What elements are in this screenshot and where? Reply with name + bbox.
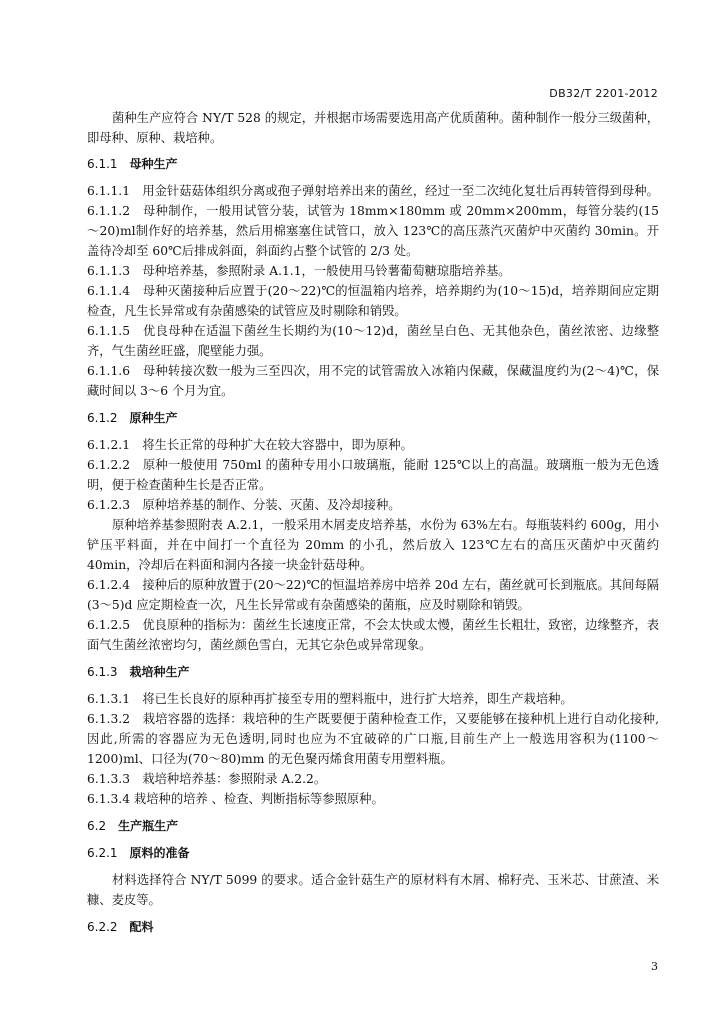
clause-6-1-2-5: 6.1.2.5 优良原种的指标为：菌丝生长速度正常，不会太快或太慢，菌丝生长粗壮，致密，边缘整齐，表面气生菌丝浓密均匀，菌丝颜色雪白，无其它杂色或异常现象。 [87, 618, 659, 652]
document-body [87, 108, 659, 937]
heading-title: 配料 [129, 920, 154, 934]
clause-6-1-2-1: 6.1.2.1 将生长正常的母种扩大在较大容器中，即为原种。 [87, 438, 413, 452]
clause-6-1-1-2: 6.1.1.2 母种制作，一般用试管分装，试管为 18mm×180mm 或 20mm×200mm，每管分装约(15～20)ml制作好的培养基，然后用棉塞塞住试管口，放入 123℃的高压蒸汽灭菌炉中灭菌约 30min。开盖待冷却至 60℃后排成斜面，斜面约占整个试管的 2/3 处。 [87, 204, 659, 258]
clause-6-1-3-4: 6.1.3.4 栽培种的培养 、检查、判断指标等参照原种。 [87, 792, 384, 806]
heading-number: 6.2.2 [87, 920, 118, 934]
clause-6-1-1-3: 6.1.1.3 母种培养基，参照附录 A.1.1，一般使用马铃薯葡萄糖琼脂培养基。 [87, 264, 511, 278]
clause-6-1-2-3-detail: 原种培养基参照附表 A.2.1，一般采用木屑麦皮培养基，水份为 63%左右。每瓶装料约 600g，用小铲压平料面，并在中间打一个直径为 20mm 的小孔，然后放入 123℃左右的高压灭菌炉中灭菌约 40min，冷却后在料面和洞内各接一块金针菇母种。 [87, 518, 659, 572]
heading-title: 原种生产 [129, 411, 178, 425]
clause-6-1-3-2: 6.1.3.2 栽培容器的选择：栽培种的生产既要便于菌种检查工作，又要能够在接种机上进行自动化接种,因此,所需的容器应为无色透明,同时也应为不宜破碎的广口瓶,目前生产上一般选用容积为(1100～1200)ml、口径为(70～80)mm 的无色聚丙烯食用菌专用塑料瓶。 [87, 712, 659, 766]
heading-6-1-1 [87, 154, 659, 174]
heading-number: 6.1.3 [87, 665, 118, 679]
heading-title: 原料的准备 [129, 846, 190, 860]
clause-6-1-1-6: 6.1.1.6 母种转接次数一般为三至四次，用不完的试管需放入冰箱内保藏，保藏温度约为(2～4)℃，保藏时间以 3～6 个月为宜。 [87, 364, 659, 398]
clause-6-1-2-2: 6.1.2.2 原种一般使用 750ml 的菌种专用小口玻璃瓶，能耐 125℃以上的高温。玻璃瓶一般为无色透明，便于检查菌种生长是否正常。 [87, 458, 659, 492]
intro-paragraph: 菌种生产应符合 NY/T 528 的规定，并根据市场需要选用高产优质菌种。菌种制作一般分三级菌种，即母种、原种、栽培种。 [87, 111, 659, 145]
heading-6-1-2 [87, 408, 659, 428]
clause-6-1-1-5: 6.1.1.5 优良母种在适温下菌丝生长期约为(10～12)d，菌丝呈白色、无其他杂色，菌丝浓密、边缘整齐，气生菌丝旺盛，爬壁能力强。 [87, 324, 659, 358]
heading-6-1-3 [87, 662, 659, 682]
clause-6-1-1-4: 6.1.1.4 母种灭菌接种后应置于(20～22)℃的恒温箱内培养，培养期约为(10～15)d，培养期间应定期检查，凡生长异常或有杂菌感染的试管应及时剔除和销毁。 [87, 284, 659, 318]
heading-number: 6.2 [87, 819, 107, 833]
heading-6-2 [87, 816, 659, 836]
heading-6-2-2 [87, 917, 659, 937]
standard-code: DB32/T 2201-2012 [549, 87, 658, 100]
heading-title: 生产瓶生产 [118, 819, 179, 833]
clause-6-1-1-1: 6.1.1.1 用金针菇菇体组织分离或孢子弹射培养出来的菌丝，经过一至二次纯化复壮后再转管得到母种。 [87, 184, 659, 198]
heading-title: 栽培种生产 [129, 665, 190, 679]
page-number: 3 [651, 960, 658, 973]
clause-6-1-3-3: 6.1.3.3 栽培种培养基：参照附录 A.2.2。 [87, 772, 327, 786]
clause-6-1-2-3: 6.1.2.3 原种培养基的制作、分装、灭菌、及冷却接种。 [87, 498, 401, 512]
clause-6-1-3-1: 6.1.3.1 将已生长良好的原种再扩接至专用的塑料瓶中，进行扩大培养，即生产栽培种。 [87, 692, 573, 706]
heading-title: 母种生产 [129, 157, 178, 171]
clause-6-1-2-4: 6.1.2.4 接种后的原种放置于(20～22)℃的恒温培养房中培养 20d 左右，菌丝就可长到瓶底。其间每隔(3～5)d 应定期检查一次，凡生长异常或有杂菌感染的菌瓶，应及时剔除和销毁。 [87, 578, 659, 612]
paragraph-6-2-1: 材料选择符合 NY/T 5099 的要求。适合金针菇生产的原材料有木屑、棉籽壳、玉米芯、甘蔗渣、米糠、麦皮等。 [87, 873, 659, 907]
heading-6-2-1 [87, 843, 659, 863]
heading-number: 6.2.1 [87, 846, 118, 860]
heading-number: 6.1.2 [87, 411, 118, 425]
heading-number: 6.1.1 [87, 157, 118, 171]
